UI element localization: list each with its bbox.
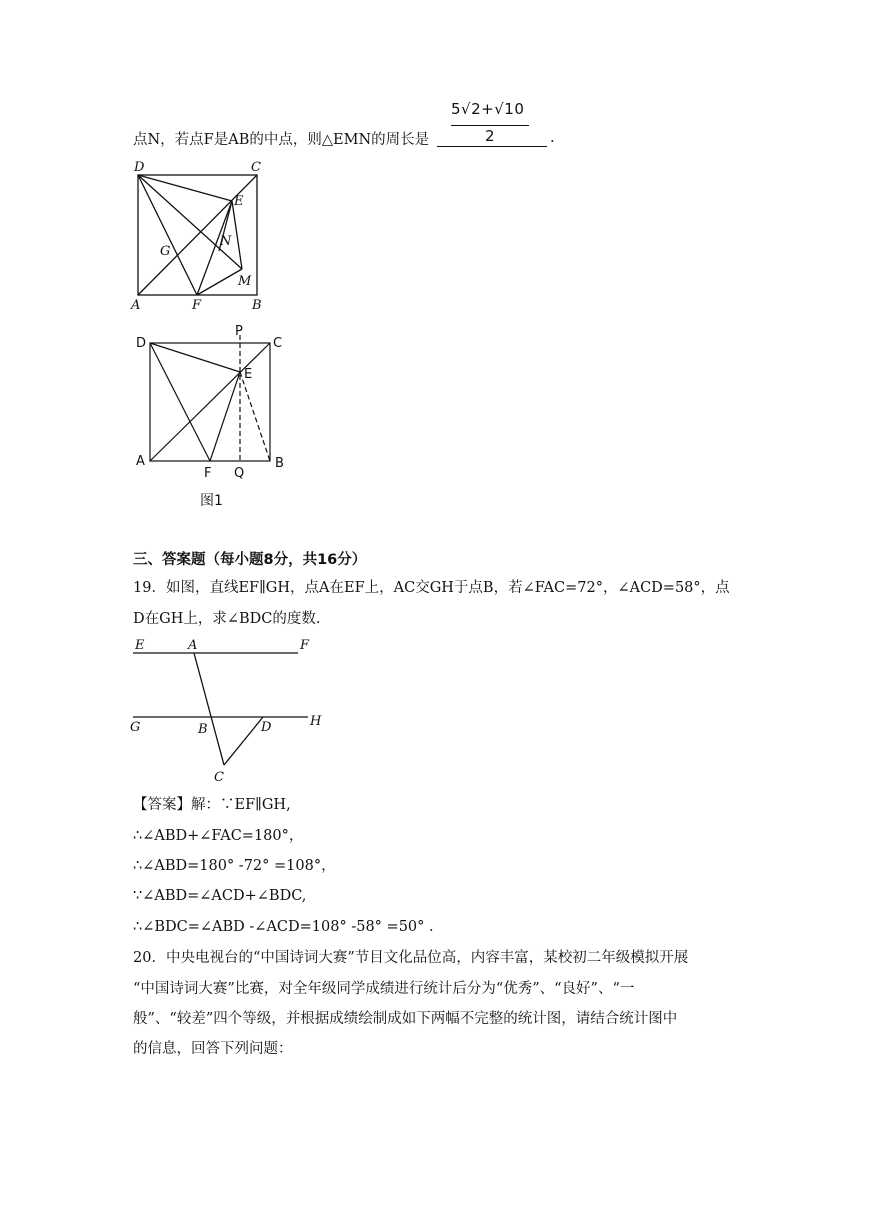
label-d: D bbox=[134, 160, 145, 175]
answer-line-1: 【答案】解：∵EF∥GH, bbox=[133, 797, 291, 813]
label-c: C bbox=[251, 160, 261, 175]
label-e-fig1: E bbox=[244, 367, 253, 382]
label-a-q19: A bbox=[188, 638, 198, 653]
label-h-q19: H bbox=[310, 714, 322, 729]
label-m: M bbox=[238, 274, 252, 289]
answer-line-3: ∴∠ABD=180° -72° =108°， bbox=[133, 858, 336, 874]
label-c-fig1: C bbox=[273, 336, 283, 351]
label-f-q19: F bbox=[300, 638, 310, 653]
answer-line-4: ∵∠ABD=∠ACD+∠BDC, bbox=[133, 888, 307, 904]
segment-de-fig1 bbox=[150, 343, 240, 372]
fraction-bar bbox=[451, 125, 529, 126]
segment-fe-fig1 bbox=[210, 372, 240, 461]
answer-blank-line bbox=[437, 146, 547, 147]
label-b-q19: B bbox=[198, 722, 208, 737]
label-e-q19: E bbox=[135, 638, 145, 653]
dashed-eb bbox=[240, 372, 270, 461]
q18-period: . bbox=[550, 130, 555, 146]
segment-em bbox=[232, 201, 242, 269]
label-b-fig1: B bbox=[275, 456, 284, 471]
figure-q19 bbox=[128, 635, 328, 785]
fraction-denominator: 2 bbox=[485, 127, 495, 145]
figure-caption: 图1 bbox=[200, 493, 223, 509]
label-q-fig1: Q bbox=[234, 466, 245, 481]
fraction-numerator: 5√2+√10 bbox=[451, 100, 525, 118]
q20-line-4: 的信息，回答下列问题： bbox=[133, 1041, 293, 1057]
section-heading: 三、答案题（每小题8分，共16分） bbox=[133, 552, 367, 568]
figure-1 bbox=[130, 323, 290, 508]
label-f: F bbox=[192, 298, 202, 313]
label-n: N bbox=[220, 234, 232, 249]
figure-square-top bbox=[128, 155, 268, 315]
label-d-fig1: D bbox=[136, 336, 147, 351]
segment-ac bbox=[194, 653, 224, 765]
q20-line-1: 20．中央电视台的“中国诗词大赛”节目文化品位高，内容丰富，某校初二年级模拟开展 bbox=[133, 950, 689, 966]
segment-cd bbox=[224, 717, 263, 765]
segment-fm bbox=[197, 269, 242, 295]
q18-text: 点N，若点F是AB的中点，则△EMN的周长是 bbox=[133, 132, 430, 148]
label-g: G bbox=[160, 244, 171, 259]
answer-line-2: ∴∠ABD+∠FAC=180°， bbox=[133, 828, 304, 844]
answer-line-5: ∴∠BDC=∠ABD -∠ACD=108° -58° =50° . bbox=[133, 919, 434, 935]
label-a: A bbox=[131, 298, 141, 313]
q19-line-2: D在GH上，求∠BDC的度数. bbox=[133, 611, 321, 627]
label-a-fig1: A bbox=[136, 454, 145, 469]
answer-fraction bbox=[441, 98, 541, 150]
diagonal-ac-fig1 bbox=[150, 343, 270, 461]
q19-line-1: 19．如图，直线EF∥GH，点A在EF上，AC交GH于点B，若∠FAC=72°，∠ACD=58°，点 bbox=[133, 580, 730, 596]
segment-df bbox=[138, 175, 197, 295]
label-e: E bbox=[234, 194, 244, 209]
q20-line-3: 般”、“较差”四个等级，并根据成绩绘制成如下两幅不完整的统计图，请结合统计图中 bbox=[133, 1011, 678, 1027]
label-g-q19: G bbox=[130, 720, 141, 735]
label-p-fig1: P bbox=[235, 324, 243, 339]
label-c-q19: C bbox=[214, 770, 224, 785]
q20-line-2: “中国诗词大赛”比赛，对全年级同学成绩进行统计后分为“优秀”、“良好”、“一 bbox=[133, 981, 635, 997]
label-f-fig1: F bbox=[204, 466, 212, 481]
segment-df-fig1 bbox=[150, 343, 210, 461]
label-b: B bbox=[252, 298, 262, 313]
label-d-q19: D bbox=[261, 720, 272, 735]
